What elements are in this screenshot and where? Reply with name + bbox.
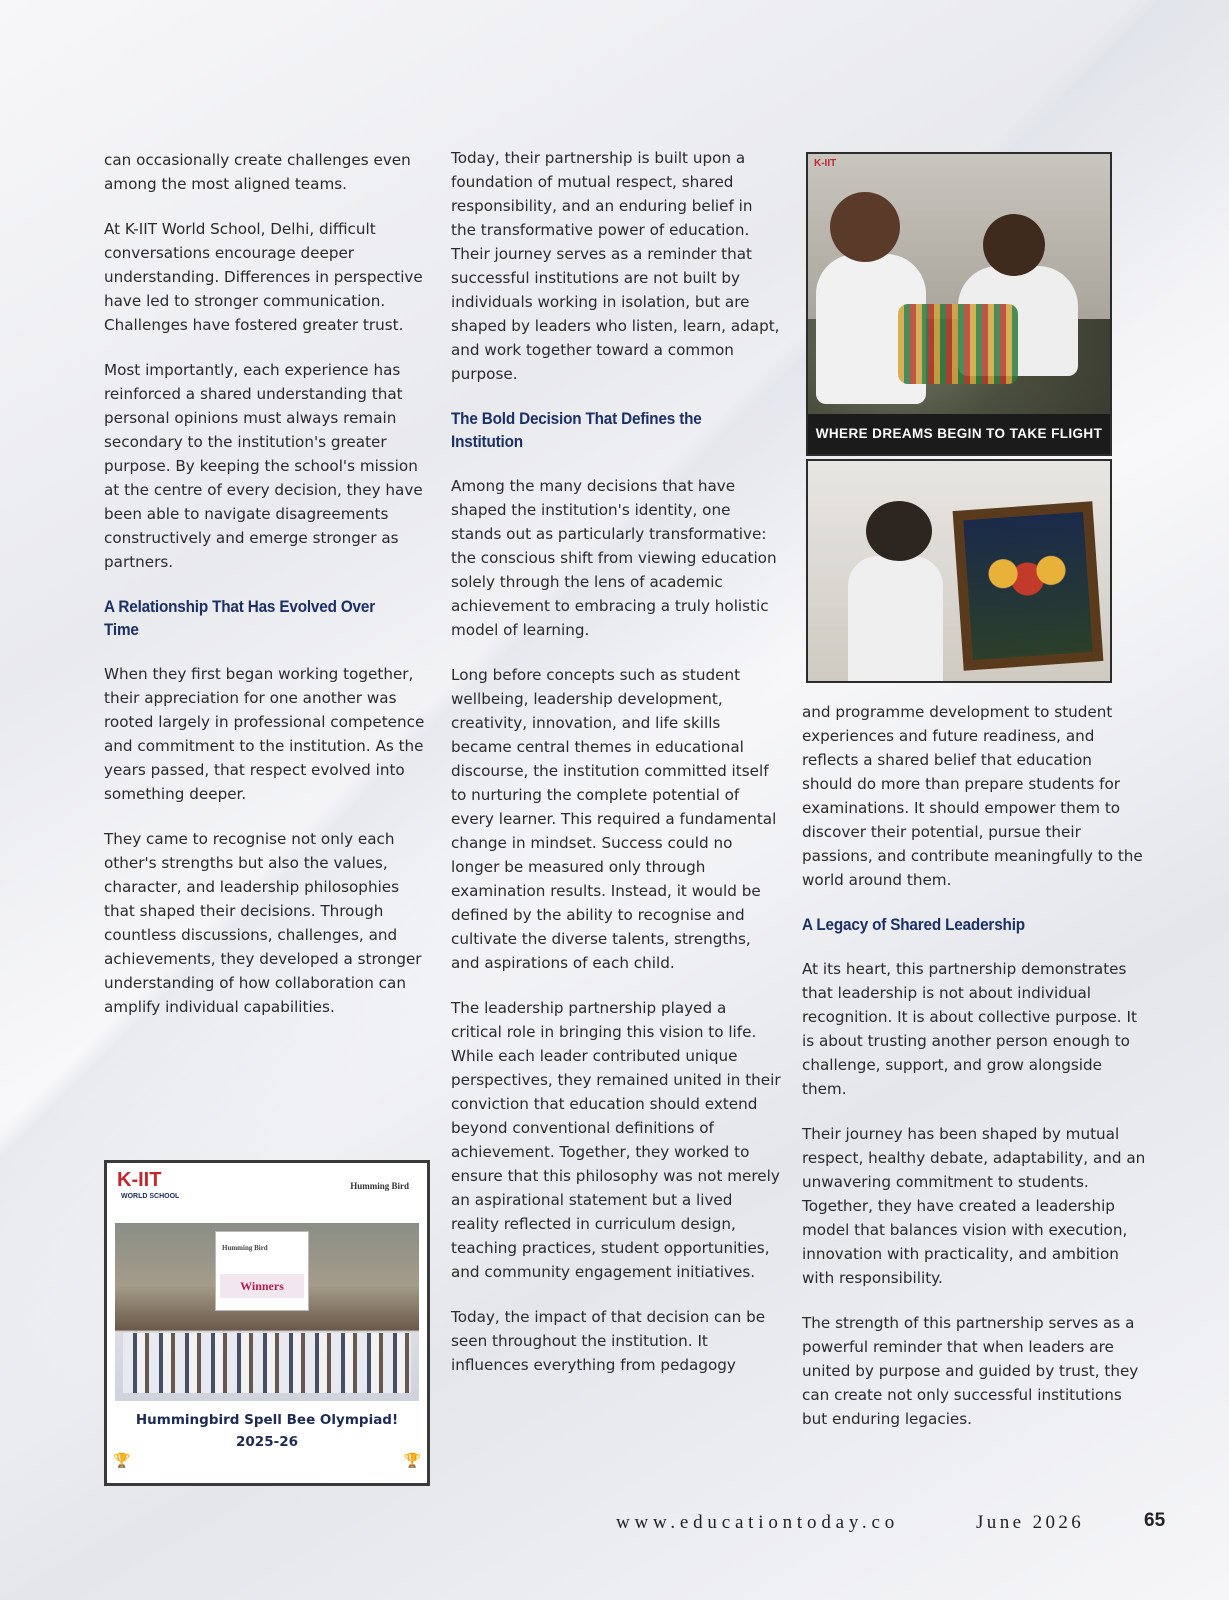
footer-issue-date: June 2026 [976, 1512, 1085, 1533]
hummingbird-logo: Humming Bird [350, 1181, 409, 1191]
school-logo: K-IIT [117, 1169, 162, 1191]
paragraph: At its heart, this partnership demonstrates that leadership is not about individual recognition. It is about collective purpose. It is about trusting another person enough to challenge, support, and grow alongside them. [802, 960, 1137, 1098]
paragraph: Today, the impact of that decision can be seen throughout the institution. It influences everything from pedagogy [451, 1308, 766, 1374]
photo-title: Hummingbird Spell Bee Olympiad! 2025-26 [135, 1412, 399, 1450]
trophy-icon: 🏆 [113, 1453, 131, 1469]
paragraph: Their journey has been shaped by mutual respect, healthy debate, adaptability, and an unwavering commitment to students. Together, they have created a leadership model that balances vision with execution, innovation with practicality, and ambition with responsibility. [802, 1125, 1146, 1287]
paragraph: When they first began working together, their appreciation for one another was rooted largely in professional competence and commitment to the institution. As the years passed, that respect evolved into something deeper. [104, 665, 425, 803]
paragraph: and programme development to student experiences and future readiness, and reflects a shared belief that education should do more than prepare students for examinations. It should empower them to discover their potential, pursue their passions, and contribute meaningfully to the world around them. [802, 703, 1143, 889]
school-logo-subtitle: WORLD SCHOOL [121, 1193, 180, 1200]
paragraph: Most importantly, each experience has reinforced a shared understanding that personal opinions must always remain secondary to the institution's greater purpose. By keeping the school's mission at the centre of every decision, they have been able to navigate disagreements constructively and emerge stronger as partners. [104, 361, 423, 571]
paragraph: can occasionally create challenges even among the most aligned teams. [104, 151, 411, 193]
photo-children-activity [806, 152, 1112, 456]
article-column-2 [451, 146, 781, 1398]
section-heading: A Legacy of Shared Leadership [802, 915, 1025, 934]
photo-student-painting [806, 459, 1112, 683]
section-heading: A Relationship That Has Evolved Over Time [104, 597, 375, 639]
footer-website: www.educationtoday.co [616, 1512, 899, 1533]
article-column-1 [104, 148, 434, 1040]
trophy-icon: 🏆 [403, 1453, 421, 1469]
banner-logo: Humming Bird [222, 1244, 268, 1252]
paragraph: The leadership partnership played a critical role in bringing this vision to life. While each leader contributed unique perspectives, they remained united in their conviction that education should extend beyond conventional definitions of achievement. Together, they worked to ensure that this philosophy was not merely an aspirational statement but a lived reality reflected in curriculum design, teaching practices, student opportunities, and community engagement initiatives. [451, 999, 781, 1281]
photo-spell-bee-winners [104, 1160, 430, 1486]
section-heading: The Bold Decision That Defines the Institution [451, 409, 702, 451]
paragraph: Today, their partnership is built upon a foundation of mutual respect, shared responsibility, and an enduring belief in the transformative power of education. Their journey serves as a reminder that successful institutions are not built by individuals working in isolation, but are shaped by leaders who listen, learn, adapt, and work together toward a common purpose. [451, 149, 780, 383]
paragraph: They came to recognise not only each other's strengths but also the values, character, and leadership philosophies that shaped their decisions. Through countless discussions, challenges, and achievements, they developed a stronger understanding of how collaboration can amplify individual capabilities. [104, 830, 422, 1016]
photo-caption: WHERE DREAMS BEGIN TO TAKE FLIGHT [808, 414, 1110, 454]
winners-banner: Winners [220, 1274, 304, 1298]
article-column-3 [802, 700, 1147, 1452]
paragraph: Among the many decisions that have shaped the institution's identity, one stands out as particularly transformative: the conscious shift from viewing education solely through the lens of academic achievement to embracing a truly holistic model of learning. [451, 477, 777, 639]
paragraph: The strength of this partnership serves as a powerful reminder that when leaders are united by purpose and guided by trust, they can create not only successful institutions but enduring legacies. [802, 1314, 1139, 1428]
page-number: 65 [1144, 1510, 1166, 1531]
school-logo: K-IIT [814, 158, 837, 169]
paragraph: Long before concepts such as student wellbeing, leadership development, creativity, innovation, and life skills became central themes in educational discourse, the institution committed itself to nurturing the complete potential of every learner. This required a fundamental change in mindset. Success could no longer be measured only through examination results. Instead, it would be defined by the ability to recognise and cultivate the diverse talents, strengths, and aspirations of each child. [451, 666, 777, 972]
paragraph: At K-IIT World School, Delhi, difficult conversations encourage deeper understanding. Differences in perspective have led to stronger communication. Challenges have fostered greater trust. [104, 220, 423, 334]
